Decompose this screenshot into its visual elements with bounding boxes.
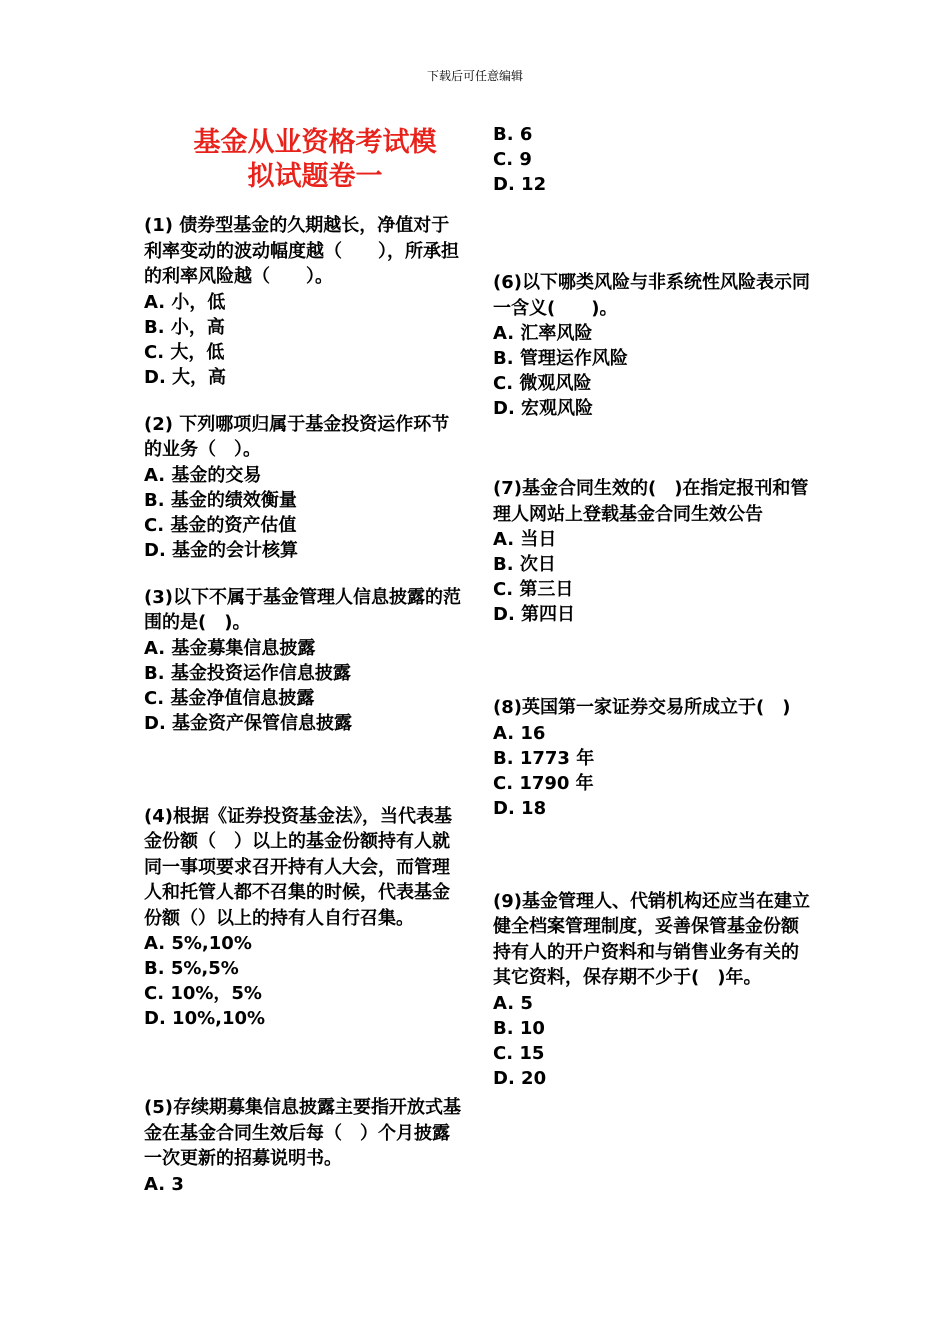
question-stem: (5)存续期募集信息披露主要指开放式基金在基金合同生效后每（ ）个月披露一次更新的招募说明书。 xyxy=(144,1097,461,1169)
option-d: D. 大，高 xyxy=(144,366,227,388)
option-c: C. 大，低 xyxy=(144,341,225,363)
page-header: 下载后可任意编辑 xyxy=(426,69,523,83)
question-stem: (2) 下列哪项归属于基金投资运作环节的业务（ ）。 xyxy=(144,413,450,460)
option-a: A. 汇率风险 xyxy=(493,323,593,344)
question-stem: (9)基金管理人、代销机构还应当在建立健全档案管理制度，妥善保管基金份额持有人的开户资料和与销售业务有关的其它资料，保存期不少于( )年。 xyxy=(493,890,810,988)
question-5-continued xyxy=(493,122,811,197)
question-3 xyxy=(144,585,466,736)
question-5 xyxy=(144,1095,466,1197)
option-b: B. 1773 年 xyxy=(493,747,595,769)
option-a: A. 5 xyxy=(493,992,533,1014)
question-9 xyxy=(493,889,811,1091)
option-a: A. 5%,10% xyxy=(144,933,252,954)
left-column xyxy=(144,213,466,1197)
option-d: D. 20 xyxy=(493,1067,547,1089)
option-a: A. 小，低 xyxy=(144,291,226,313)
option-d: D. 12 xyxy=(493,174,547,195)
question-stem: (4)根据《证券投资基金法》，当代表基金份额（ ）以上的基金份额持有人就同一事项要求召开持有人大会，而管理人和托管人都不召集的时候，代表基金份额（）以上的持有人自行召集。 xyxy=(144,805,452,929)
option-b: B. 5%,5% xyxy=(144,958,239,979)
title-line-1: 基金从业资格考试模 xyxy=(193,127,437,158)
question-7 xyxy=(493,476,811,627)
question-2 xyxy=(144,412,466,563)
option-c: C. 10%，5% xyxy=(144,983,262,1004)
option-c: C. 基金的资产估值 xyxy=(144,514,297,536)
question-4 xyxy=(144,804,466,1032)
title-line-2: 拟试题卷一 xyxy=(247,161,383,192)
option-b: B. 小，高 xyxy=(144,316,225,338)
option-c: C. 微观风险 xyxy=(493,373,592,394)
option-d: D. 基金资产保管信息披露 xyxy=(144,712,353,734)
option-d: D. 10%,10% xyxy=(144,1008,266,1029)
option-b: B. 基金的绩效衡量 xyxy=(144,489,297,511)
question-stem: (7)基金合同生效的( )在指定报刊和管理人网站上登载基金合同生效公告 xyxy=(493,478,809,525)
option-c: C. 1790 年 xyxy=(493,772,594,794)
question-6 xyxy=(493,270,811,421)
option-d: D. 第四日 xyxy=(493,604,576,625)
option-c: C. 基金净值信息披露 xyxy=(144,687,315,709)
question-stem: (8)英国第一家证券交易所成立于( ) xyxy=(493,697,791,718)
option-c: C. 9 xyxy=(493,149,532,170)
option-a: A. 基金的交易 xyxy=(144,464,262,486)
right-column xyxy=(493,122,811,1091)
option-d: D. 宏观风险 xyxy=(493,398,594,419)
option-b: B. 管理运作风险 xyxy=(493,348,628,369)
option-b: B. 次日 xyxy=(493,554,556,575)
question-8 xyxy=(493,695,811,821)
question-stem: (1) 债券型基金的久期越长，净值对于利率变动的波动幅度越（ ），所承担的利率风险越（ ）。 xyxy=(144,215,459,287)
option-a: A. 3 xyxy=(144,1173,184,1195)
option-b: B. 6 xyxy=(493,124,533,145)
option-a: A. 当日 xyxy=(493,529,557,550)
option-a: A. 16 xyxy=(493,722,546,744)
option-c: C. 15 xyxy=(493,1042,545,1064)
option-d: D. 18 xyxy=(493,797,547,819)
question-stem: (6)以下哪类风险与非系统性风险表示同一含义( )。 xyxy=(493,272,810,319)
option-b: B. 10 xyxy=(493,1017,545,1039)
option-c: C. 第三日 xyxy=(493,579,574,600)
option-b: B. 基金投资运作信息披露 xyxy=(144,662,351,684)
question-1 xyxy=(144,213,466,390)
document-title xyxy=(172,126,458,194)
option-d: D. 基金的会计核算 xyxy=(144,539,299,561)
option-a: A. 基金募集信息披露 xyxy=(144,637,316,659)
question-stem: (3)以下不属于基金管理人信息披露的范围的是( )。 xyxy=(144,586,461,633)
